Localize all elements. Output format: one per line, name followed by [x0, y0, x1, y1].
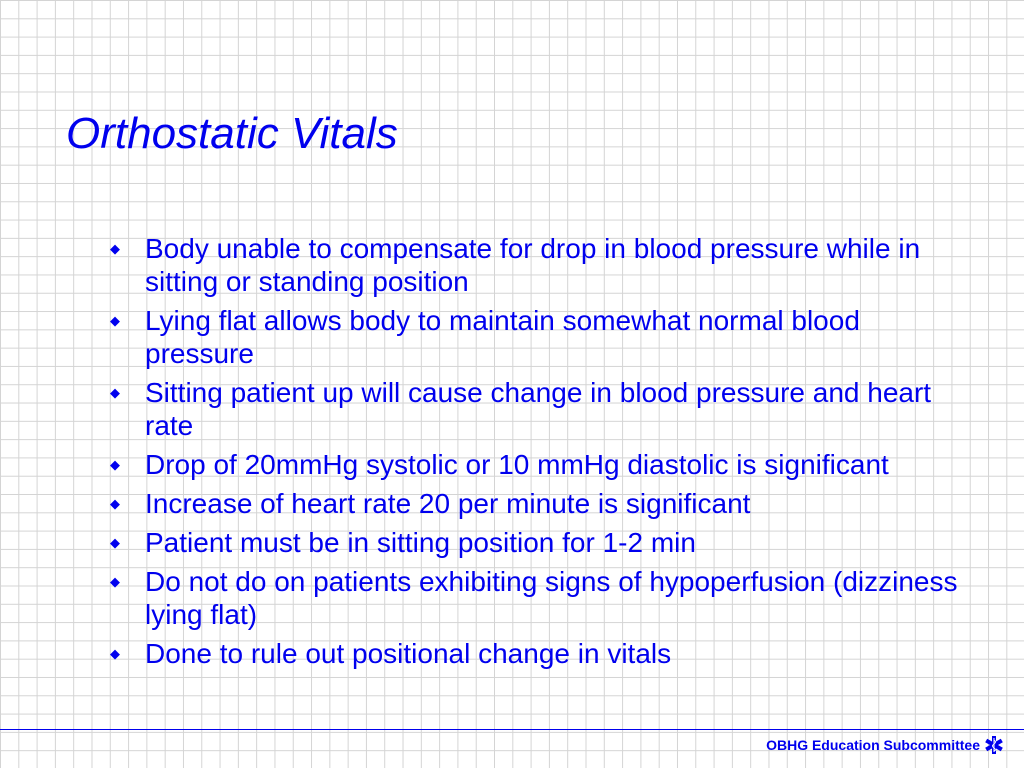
bullet-text: Drop of 20mmHg systolic or 10 mmHg diastolic is significant — [145, 449, 889, 480]
diamond-bullet-icon: ◆ — [110, 313, 120, 328]
bullet-text: Do not do on patients exhibiting signs of hypoperfusion (dizziness lying flat) — [145, 566, 958, 630]
bullet-item — [104, 304, 964, 370]
slide-title: Orthostatic Vitals — [66, 109, 398, 158]
bullet-item — [104, 376, 964, 442]
bullet-text: Body unable to compensate for drop in blood pressure while in sitting or standing position — [145, 233, 921, 297]
bullet-item — [104, 487, 964, 520]
bullet-item — [104, 637, 964, 670]
diamond-bullet-icon: ◆ — [110, 496, 120, 511]
bullet-text: Lying flat allows body to maintain somewhat normal blood pressure — [145, 305, 860, 369]
bullet-text: Done to rule out positional change in vitals — [145, 638, 672, 669]
diamond-bullet-icon: ◆ — [110, 535, 120, 550]
star-of-life-icon — [984, 735, 1004, 755]
bullet-item — [104, 448, 964, 481]
bullet-text: Patient must be in sitting position for 1-2 min — [145, 527, 696, 558]
diamond-bullet-icon: ◆ — [110, 646, 120, 661]
bullet-item — [104, 232, 964, 298]
bullet-text: Sitting patient up will cause change in blood pressure and heart rate — [145, 377, 932, 441]
bullet-text: Increase of heart rate 20 per minute is significant — [145, 488, 751, 519]
diamond-bullet-icon: ◆ — [110, 574, 120, 589]
footer-divider — [0, 729, 1024, 730]
diamond-bullet-icon: ◆ — [110, 241, 120, 256]
footer-text: OBHG Education Subcommittee — [766, 737, 980, 753]
bullet-item — [104, 526, 964, 559]
footer — [766, 735, 1004, 755]
bullet-item — [104, 565, 964, 631]
diamond-bullet-icon: ◆ — [110, 457, 120, 472]
diamond-bullet-icon: ◆ — [110, 385, 120, 400]
bullet-list — [104, 232, 964, 676]
